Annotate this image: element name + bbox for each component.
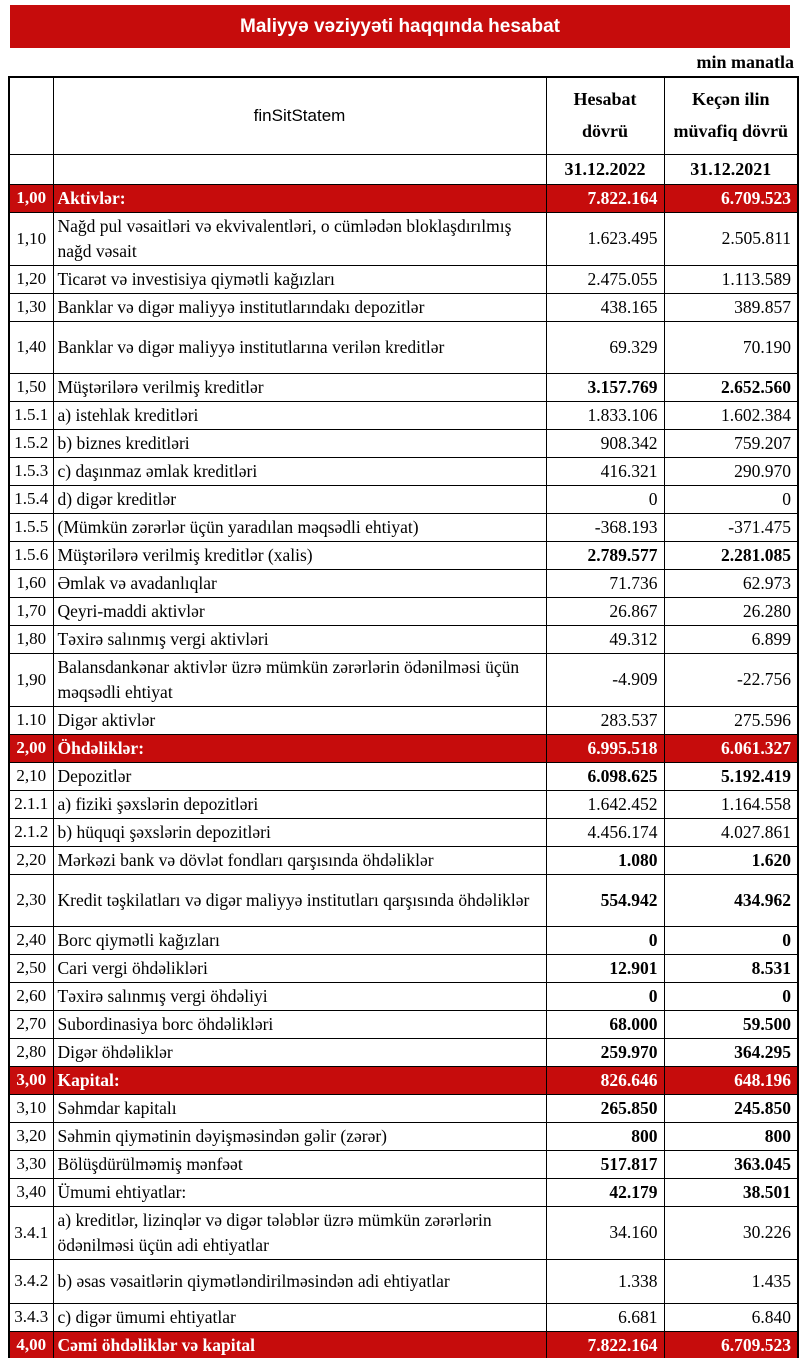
table-row [9, 653, 798, 706]
row-label: Ticarət və investisiya qiymətli kağızları [53, 265, 546, 293]
header-name-column: finSitStatem [53, 77, 546, 154]
row-number: 1,60 [9, 569, 53, 597]
row-value-2022: 554.942 [546, 874, 664, 926]
row-number: 3.4.3 [9, 1303, 53, 1331]
row-value-2022: 2.789.577 [546, 541, 664, 569]
row-value-2022: 1.080 [546, 846, 664, 874]
table-row [9, 1010, 798, 1038]
table-row [9, 762, 798, 790]
table-row [9, 1038, 798, 1066]
row-value-2021: 38.501 [664, 1178, 798, 1206]
row-label: a) istehlak kreditləri [53, 401, 546, 429]
table-row [9, 569, 798, 597]
table-row [9, 293, 798, 321]
row-number: 3,20 [9, 1122, 53, 1150]
row-value-2021: 4.027.861 [664, 818, 798, 846]
row-number: 1.5.6 [9, 541, 53, 569]
table-row [9, 926, 798, 954]
row-label: Təxirə salınmış vergi öhdəliyi [53, 982, 546, 1010]
row-value-2021: 1.164.558 [664, 790, 798, 818]
row-value-2022: 438.165 [546, 293, 664, 321]
row-label: Səhmin qiymətinin dəyişməsindən gəlir (zərər) [53, 1122, 546, 1150]
row-value-2022: 7.822.164 [546, 1331, 664, 1358]
header-blank-cell [9, 77, 53, 154]
row-value-2021: 62.973 [664, 569, 798, 597]
row-label: a) fiziki şəxslərin depozitləri [53, 790, 546, 818]
table-row [9, 625, 798, 653]
table-row [9, 457, 798, 485]
row-label: Depozitlər [53, 762, 546, 790]
table-row [9, 1066, 798, 1094]
row-label: Borc qiymətli kağızları [53, 926, 546, 954]
row-value-2021: 290.970 [664, 457, 798, 485]
row-value-2021: 30.226 [664, 1206, 798, 1259]
row-value-2021: 2.505.811 [664, 212, 798, 265]
row-value-2022: 908.342 [546, 429, 664, 457]
row-label: Banklar və digər maliyyə institutlarına verilən kreditlər [53, 321, 546, 373]
table-header-row [9, 77, 798, 154]
row-value-2022: 68.000 [546, 1010, 664, 1038]
row-value-2021: 6.709.523 [664, 184, 798, 212]
table-row [9, 706, 798, 734]
header-period-current: Hesabat dövrü [546, 77, 664, 154]
table-row [9, 429, 798, 457]
row-number: 1,30 [9, 293, 53, 321]
report-title: Maliyyə vəziyyəti haqqında hesabat [240, 15, 560, 37]
row-value-2021: 6.061.327 [664, 734, 798, 762]
row-number: 1.5.5 [9, 513, 53, 541]
row-label: Müştərilərə verilmiş kreditlər [53, 373, 546, 401]
row-value-2021: 389.857 [664, 293, 798, 321]
row-value-2021: 759.207 [664, 429, 798, 457]
table-row [9, 1178, 798, 1206]
row-number: 2,40 [9, 926, 53, 954]
table-row [9, 1206, 798, 1259]
row-value-2021: 26.280 [664, 597, 798, 625]
table-row [9, 982, 798, 1010]
table-row [9, 1122, 798, 1150]
row-value-2022: 0 [546, 485, 664, 513]
row-label: Əmlak və avadanlıqlar [53, 569, 546, 597]
date-current: 31.12.2022 [546, 154, 664, 184]
row-number: 1.5.4 [9, 485, 53, 513]
row-number: 1,80 [9, 625, 53, 653]
table-row [9, 541, 798, 569]
row-value-2022: 6.681 [546, 1303, 664, 1331]
row-value-2021: 2.281.085 [664, 541, 798, 569]
table-row [9, 401, 798, 429]
row-value-2022: 42.179 [546, 1178, 664, 1206]
row-value-2021: 70.190 [664, 321, 798, 373]
row-number: 2.1.2 [9, 818, 53, 846]
table-row [9, 265, 798, 293]
table-row [9, 818, 798, 846]
row-number: 4,00 [9, 1331, 53, 1358]
row-label: c) digər ümumi ehtiyatlar [53, 1303, 546, 1331]
row-value-2022: 6.098.625 [546, 762, 664, 790]
row-value-2021: 364.295 [664, 1038, 798, 1066]
table-row [9, 373, 798, 401]
row-label: Nağd pul vəsaitləri və ekvivalentləri, o cümlədən bloklaşdırılmış nağd vəsait [53, 212, 546, 265]
row-value-2022: 12.901 [546, 954, 664, 982]
row-value-2022: 416.321 [546, 457, 664, 485]
row-number: 1,90 [9, 653, 53, 706]
table-row [9, 513, 798, 541]
row-value-2021: 0 [664, 485, 798, 513]
row-number: 2,00 [9, 734, 53, 762]
row-value-2022: 0 [546, 982, 664, 1010]
row-label: Kapital: [53, 1066, 546, 1094]
table-row [9, 1094, 798, 1122]
table-row [9, 321, 798, 373]
row-value-2022: 1.623.495 [546, 212, 664, 265]
row-number: 2,70 [9, 1010, 53, 1038]
row-value-2021: 1.620 [664, 846, 798, 874]
row-value-2022: 0 [546, 926, 664, 954]
report-title-band [10, 5, 790, 48]
row-number: 3.4.2 [9, 1259, 53, 1303]
row-value-2021: -22.756 [664, 653, 798, 706]
row-value-2022: 283.537 [546, 706, 664, 734]
row-value-2021: 1.113.589 [664, 265, 798, 293]
row-number: 2,10 [9, 762, 53, 790]
row-number: 1.5.3 [9, 457, 53, 485]
row-value-2022: 4.456.174 [546, 818, 664, 846]
row-value-2021: 59.500 [664, 1010, 798, 1038]
unit-note: min manatla [696, 52, 794, 72]
row-value-2022: 49.312 [546, 625, 664, 653]
header-period-previous: Keçən ilin müvafiq dövrü [664, 77, 798, 154]
row-label: (Mümkün zərərlər üçün yaradılan məqsədli ehtiyat) [53, 513, 546, 541]
row-value-2021: 363.045 [664, 1150, 798, 1178]
row-value-2021: 0 [664, 982, 798, 1010]
row-value-2022: 259.970 [546, 1038, 664, 1066]
row-value-2021: 5.192.419 [664, 762, 798, 790]
row-number: 3.4.1 [9, 1206, 53, 1259]
row-value-2022: 1.833.106 [546, 401, 664, 429]
table-row [9, 597, 798, 625]
row-value-2022: 69.329 [546, 321, 664, 373]
row-number: 1,00 [9, 184, 53, 212]
row-value-2021: 648.196 [664, 1066, 798, 1094]
row-value-2022: 26.867 [546, 597, 664, 625]
row-label: b) biznes kreditləri [53, 429, 546, 457]
table-row [9, 1303, 798, 1331]
row-number: 1,40 [9, 321, 53, 373]
row-number: 3,40 [9, 1178, 53, 1206]
table-row [9, 734, 798, 762]
row-label: Kredit təşkilatları və digər maliyyə institutları qarşısında öhdəliklər [53, 874, 546, 926]
table-row [9, 1259, 798, 1303]
row-label: Banklar və digər maliyyə institutlarındakı depozitlər [53, 293, 546, 321]
row-value-2021: -371.475 [664, 513, 798, 541]
row-value-2021: 6.709.523 [664, 1331, 798, 1358]
row-label: d) digər kreditlər [53, 485, 546, 513]
row-number: 1,20 [9, 265, 53, 293]
row-label: Öhdəliklər: [53, 734, 546, 762]
row-value-2021: 6.840 [664, 1303, 798, 1331]
row-value-2021: 800 [664, 1122, 798, 1150]
row-value-2022: 1.338 [546, 1259, 664, 1303]
row-value-2022: 3.157.769 [546, 373, 664, 401]
row-value-2022: 71.736 [546, 569, 664, 597]
table-row [9, 954, 798, 982]
row-value-2021: 2.652.560 [664, 373, 798, 401]
date-previous: 31.12.2021 [664, 154, 798, 184]
row-value-2022: 265.850 [546, 1094, 664, 1122]
row-value-2021: 0 [664, 926, 798, 954]
row-value-2022: 517.817 [546, 1150, 664, 1178]
table-row [9, 846, 798, 874]
table-row [9, 485, 798, 513]
table-row [9, 874, 798, 926]
row-label: Cəmi öhdəliklər və kapital [53, 1331, 546, 1358]
row-value-2022: 7.822.164 [546, 184, 664, 212]
row-label: Aktivlər: [53, 184, 546, 212]
row-label: b) hüquqi şəxslərin depozitləri [53, 818, 546, 846]
row-value-2022: -4.909 [546, 653, 664, 706]
row-value-2021: 1.602.384 [664, 401, 798, 429]
row-number: 1,70 [9, 597, 53, 625]
row-number: 1.10 [9, 706, 53, 734]
row-label: Qeyri-maddi aktivlər [53, 597, 546, 625]
table-row [9, 1150, 798, 1178]
row-value-2022: 1.642.452 [546, 790, 664, 818]
row-value-2022: 826.646 [546, 1066, 664, 1094]
row-value-2021: 8.531 [664, 954, 798, 982]
row-label: Cari vergi öhdəlikləri [53, 954, 546, 982]
row-value-2022: 34.160 [546, 1206, 664, 1259]
row-number: 2,50 [9, 954, 53, 982]
row-number: 1,50 [9, 373, 53, 401]
row-number: 2,20 [9, 846, 53, 874]
dates-blank-cell-1 [9, 154, 53, 184]
dates-blank-cell-2 [53, 154, 546, 184]
row-value-2021: 434.962 [664, 874, 798, 926]
row-number: 2,60 [9, 982, 53, 1010]
row-label: Balansdankənar aktivlər üzrə mümkün zərərlərin ödənilməsi üçün məqsədli ehtiyat [53, 653, 546, 706]
row-value-2021: 275.596 [664, 706, 798, 734]
row-number: 2,30 [9, 874, 53, 926]
row-value-2021: 6.899 [664, 625, 798, 653]
financial-statement-table [8, 76, 799, 1358]
row-value-2022: 800 [546, 1122, 664, 1150]
row-label: Subordinasiya borc öhdəlikləri [53, 1010, 546, 1038]
table-row [9, 1331, 798, 1358]
table-row [9, 184, 798, 212]
row-label: c) daşınmaz əmlak kreditləri [53, 457, 546, 485]
row-number: 2.1.1 [9, 790, 53, 818]
row-number: 1.5.1 [9, 401, 53, 429]
row-label: a) kreditlər, lizinqlər və digər tələblər üzrə mümkün zərərlərin ödənilməsi üçün adi ehtiyatlar [53, 1206, 546, 1259]
row-label: b) əsas vəsaitlərin qiymətləndirilməsindən adi ehtiyatlar [53, 1259, 546, 1303]
row-label: Mərkəzi bank və dövlət fondları qarşısında öhdəliklər [53, 846, 546, 874]
row-label: Digər aktivlər [53, 706, 546, 734]
row-label: Təxirə salınmış vergi aktivləri [53, 625, 546, 653]
row-value-2022: 2.475.055 [546, 265, 664, 293]
row-label: Digər öhdəliklər [53, 1038, 546, 1066]
row-label: Səhmdar kapitalı [53, 1094, 546, 1122]
row-label: Ümumi ehtiyatlar: [53, 1178, 546, 1206]
row-label: Müştərilərə verilmiş kreditlər (xalis) [53, 541, 546, 569]
row-value-2021: 1.435 [664, 1259, 798, 1303]
row-value-2022: -368.193 [546, 513, 664, 541]
table-dates-row [9, 154, 798, 184]
table-row [9, 790, 798, 818]
row-number: 3,00 [9, 1066, 53, 1094]
row-number: 3,30 [9, 1150, 53, 1178]
table-row [9, 212, 798, 265]
row-number: 1.5.2 [9, 429, 53, 457]
row-number: 1,10 [9, 212, 53, 265]
row-number: 2,80 [9, 1038, 53, 1066]
row-number: 3,10 [9, 1094, 53, 1122]
row-label: Bölüşdürülməmiş mənfəət [53, 1150, 546, 1178]
row-value-2022: 6.995.518 [546, 734, 664, 762]
row-value-2021: 245.850 [664, 1094, 798, 1122]
